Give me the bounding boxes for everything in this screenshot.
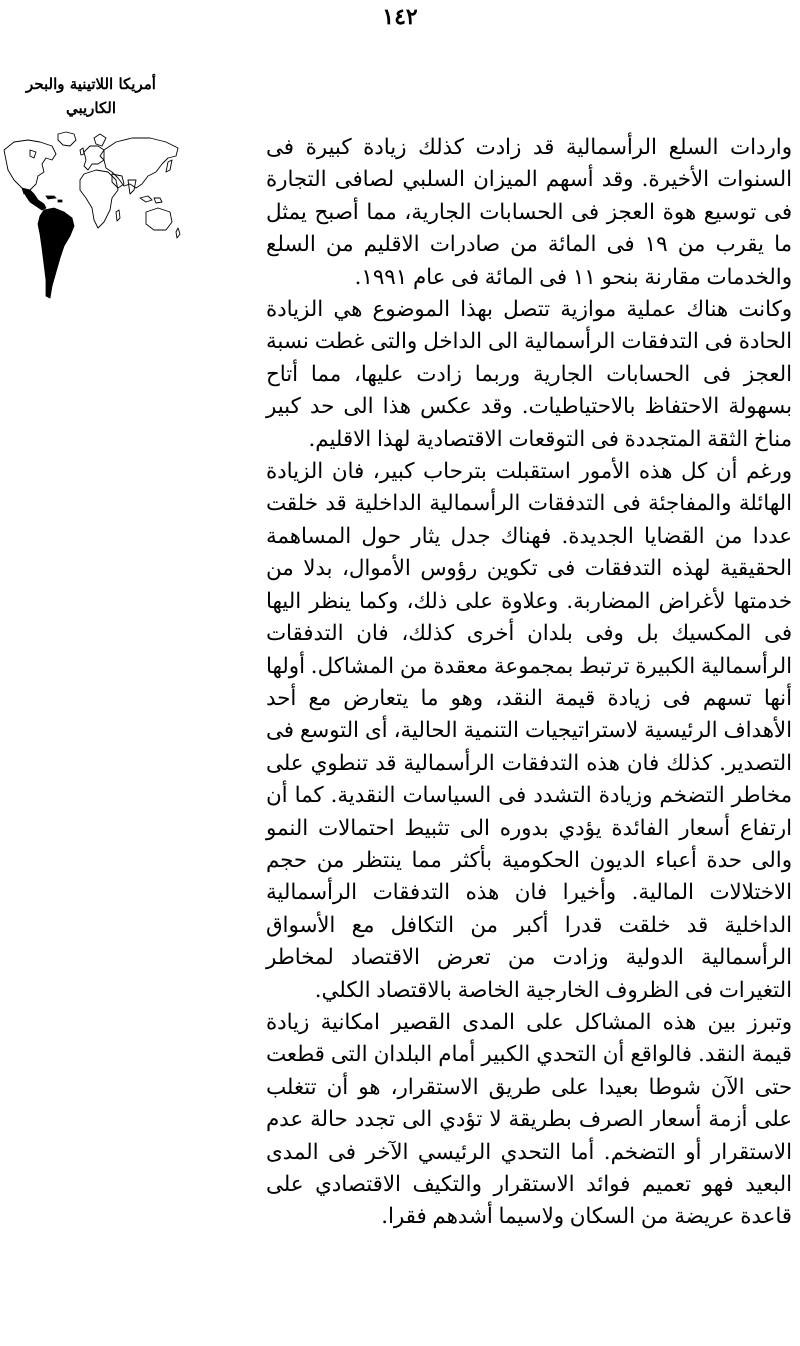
region-label [0,72,182,120]
article-body [266,132,792,1234]
page-number: ١٤٢ [382,4,418,30]
paragraph: وتبرز بين هذه المشاكل على المدى القصير امكانية زيادة قيمة النقد. فالواقع أن التحدي الكبير أمام البلدان التى قطعت حتى الآن شوطا بعيدا على طريق الاستقرار، هو أن تتغلب على أزمة أسعار الصرف بطريقة لا تؤدي الى تجدد حالة عدم الاستقرار أو التضخم. أما التحدي الرئيسي الآخر فى المدى البعيد فهو تعميم فوائد الاستقرار والتكيف الاقتصادي على قاعدة عريضة من السكان ولاسيما أشدهم فقرا. [266,1009,792,1230]
region-label-line2: الكاريبي [65,99,117,117]
paragraph: وكانت هناك عملية موازية تتصل بهذا الموضوع هي الزيادة الحادة فى التدفقات الرأسمالية الى الداخل والتى غطت نسبة العجز فى الحسابات الجارية وربما زادت عليها، مما أتاح بسهولة الاحتفاظ بالاحتياطيات. وقد عكس هذا الى حد كبير مناخ الثقة المتجددة فى التوقعات الاقتصادية لهذا الاقليم. [266,297,792,452]
region-label-line1: أمريكا اللاتينية والبحر [26,75,156,93]
paragraph: واردات السلع الرأسمالية قد زادت كذلك زيادة كبيرة فى السنوات الأخيرة. وقد أسهم الميزان السلبي لصافى التجارة فى توسيع هوة العجز فى الحسابات الجارية، مما أصبح يمثل ما يقرب من ١٩ فى المائة من صادرات الاقليم من السلع والخدمات مقارنة بنحو ١١ فى المائة فى عام ١٩٩١. [266,135,792,290]
world-map-latin-america-highlighted-icon [0,128,182,308]
paragraph: ورغم أن كل هذه الأمور استقبلت بترحاب كبير، فان الزيادة الهائلة والمفاجئة فى التدفقات الرأسمالية الداخلية قد خلقت عددا من القضايا الجديدة. فهناك جدل يثار حول المساهمة الحقيقية لهذه التدفقات فى تكوين رؤوس الأموال، بدلا من خدمتها لأغراض المضاربة. وعلاوة على ذلك، وكما ينظر اليها فى المكسيك بل وفى بلدان أخرى كذلك، فان التدفقات الرأسمالية الكبيرة ترتبط بمجموعة معقدة من المشاكل. أولها أنها تسهم فى زيادة قيمة النقد، وهو ما يتعارض مع أحد الأهداف الرئيسية لاستراتيجيات التنمية الحالية، أى التوسع فى التصدير. كذلك فان هذه التدفقات الرأسمالية قد تنطوي على مخاطر التضخم وزيادة التشدد فى السياسات النقدية. كما أن ارتفاع أسعار الفائدة يؤدي بدوره الى تثبيط احتمالات النمو والى حدة أعباء الديون الحكومية بأكثر مما ينتظر من حجم الاختلالات المالية. وأخيرا فان هذه التدفقات الرأسمالية الداخلية قد خلقت قدرا أكبر من التكافل مع الأسواق الرأسمالية الدولية وزادت من تعرض الاقتصاد لمخاطر التغيرات فى الظروف الخارجية الخاصة بالاقتصاد الكلي. [266,459,792,1003]
